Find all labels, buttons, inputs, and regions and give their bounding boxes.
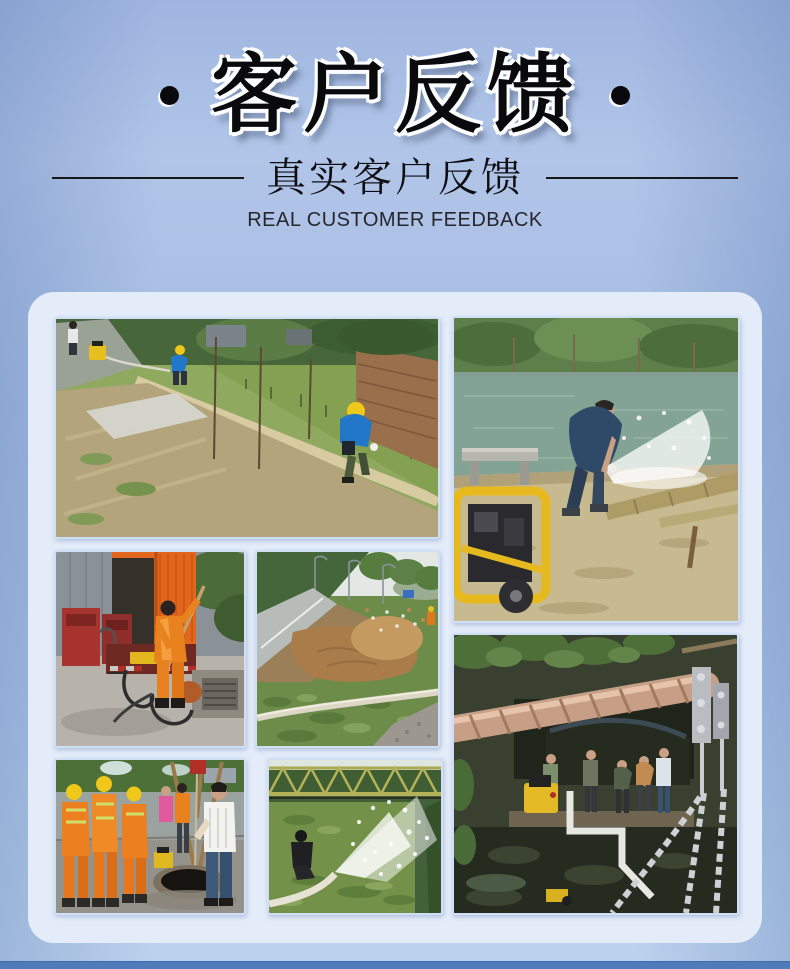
road-flood-drain-illustration <box>257 552 438 746</box>
subtitle-english: REAL CUSTOMER FEEDBACK <box>247 209 543 232</box>
feedback-photo-panel <box>28 292 762 943</box>
subtitle-right-line <box>546 177 738 179</box>
page-title: 客户反馈 <box>211 45 579 145</box>
manhole-crew-illustration <box>56 760 244 913</box>
title-row <box>0 45 790 145</box>
next-section-divider <box>0 961 790 969</box>
photo-pond-pumping <box>452 316 740 623</box>
photo-road-flood-drain <box>255 550 440 748</box>
pond-pumping-illustration <box>454 318 738 621</box>
photo-field-irrigation <box>54 317 440 539</box>
hose-fountain-illustration <box>269 760 441 913</box>
subtitle-left-line <box>52 177 244 179</box>
photo-cable-pump-station <box>452 633 739 915</box>
title-right-dot-icon <box>611 86 630 105</box>
photo-hose-fountain <box>267 758 443 915</box>
title-left-dot-icon <box>160 86 179 105</box>
field-irrigation-illustration <box>56 319 438 537</box>
cable-pump-station-illustration <box>454 635 737 913</box>
subtitle: 真实客户反馈 <box>266 156 524 201</box>
photo-manhole-crew <box>54 758 246 915</box>
subtitle-row <box>0 156 790 200</box>
section-header <box>0 0 790 232</box>
photo-truck-drainage <box>54 550 246 748</box>
truck-drainage-illustration <box>56 552 244 746</box>
